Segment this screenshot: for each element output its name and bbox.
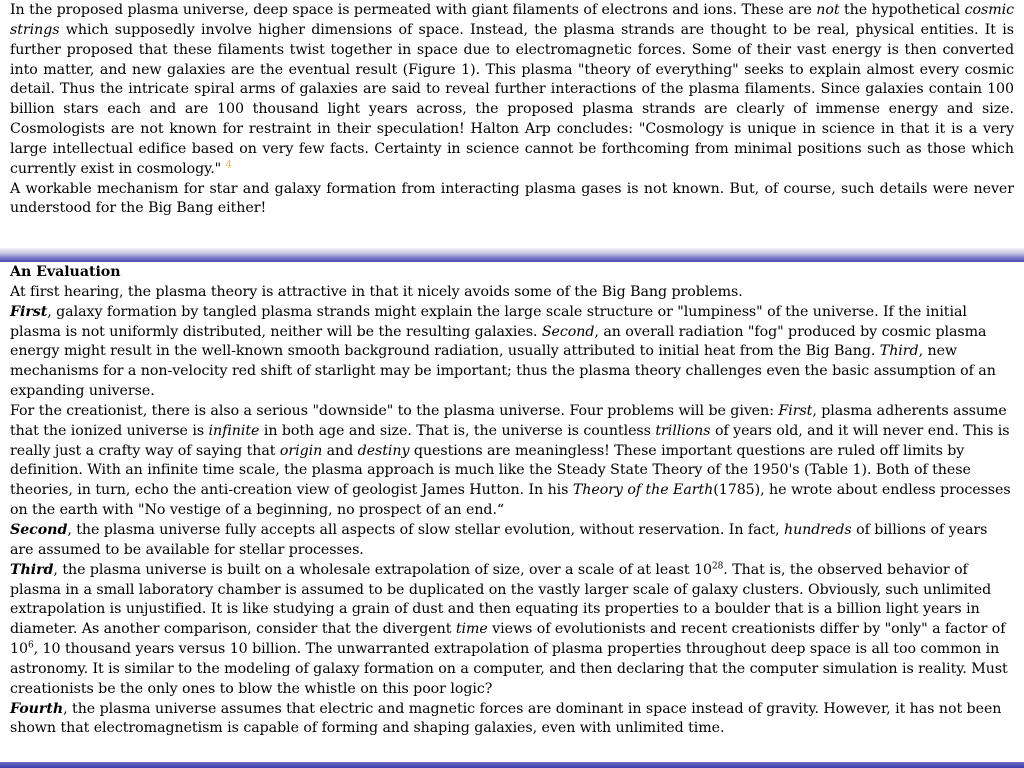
slide-divider [0,248,1024,262]
paragraph-advantages: First, galaxy formation by tangled plasma strands might explain the large scale structure or "lumpiness" of the universe. If the initial plasma is not uniformly distributed, neither will be the resulting galaxies. Second, an overall radiation "fog" produced by cosmic plasma energy might result in the well-known smooth background radiation, usually attributed to initial heat from the Big Bang. Third, new mechanisms for a non-velocity red shift of starlight may be important; thus the plasma theory challenges even the basic assumption of an expanding universe. [10,303,996,400]
reference-marker: 4 [225,159,232,171]
paragraph-creationist-first: For the creationist, there is also a serious "downside" to the plasma universe. Four problems will be given: First, plasma adherents assume that the ionized universe is infinite in both age and size. That is, the universe is countless trillions of years old, and it will never end. This is really just a crafty way of saying that origin and destiny questions are meaningless! These important questions are ruled off limits by definition. With an infinite time scale, the plasma approach is much like the Steady State Theory of the 1950's (Table 1). Both of these theories, in turn, echo the anti-creation view of geologist James Hutton. In his Theory of the Earth(1785), he wrote about endless processes on the earth with "No vestige of a beginning, no prospect of an end.“ [10,402,1011,519]
paragraph-intro: At first hearing, the plasma theory is attractive in that it nicely avoids some of the Big Bang problems. [10,283,743,300]
footer-bar [0,762,1024,768]
slide-top [0,0,1024,248]
slide-bottom [0,262,1024,762]
paragraph-plasma-universe: In the proposed plasma universe, deep space is permeated with giant filaments of electrons and ions. These are not the hypothetical cosmic strings which supposedly involve higher dimensions of space. Instead, the plasma strands are thought to be real, physical entities. It is further proposed that these filaments twist together in space due to electromagnetic forces. Some of their vast energy is then converted into matter, and new galaxies are the eventual result (Figure 1). This plasma "theory of everything" seeks to explain almost every cosmic detail. Thus the intricate spiral arms of galaxies are said to reveal further interactions of the plasma filaments. Since galaxies contain 100 billion stars each and are 100 thousand light years across, the proposed plasma strands are clearly of immense energy and size. Cosmologists are not known for restraint in their speculation! Halton Arp concludes: "Cosmology is unique in science in that it is a very large intellectual edifice based on very few facts. Certainty in science cannot be forthcoming from minimal positions such as those which currently exist in cosmology." $^4$ [10,2,1014,177]
paragraph-second-problem: Second, the plasma universe fully accepts all aspects of slow stellar evolution, without reservation. In fact, hundreds of billions of years are assumed to be available for stellar processes. [10,521,988,558]
section-heading: An Evaluation [10,264,121,280]
paragraph-fourth-problem: Fourth, the plasma universe assumes that electric and magnetic forces are dominant in space instead of gravity. However, it has not been shown that electromagnetism is capable of forming and shaping galaxies, even with unlimited time. [10,700,1002,737]
paragraph-third-problem: Third, the plasma universe is built on a wholesale extrapolation of size, over a scale of at least $10^{28}$. That is, the observed behavior of plasma in a small laboratory chamber is assumed to be duplicated on the vastly larger scale of galaxy clusters. Obviously, such unlimited extrapolation is unjustified. It is like studying a grain of dust and then equating its properties to a boulder that is a billion light years in diameter. As another comparison, consider that the divergent time views of evolutionists and recent creationists differ by "only" a factor of $10^6$, 10 thousand years versus 10 billion. The unwarranted extrapolation of plasma properties throughout deep space is all too common in astronomy. It is similar to the modeling of galaxy formation on a computer, and then declaring that the computer simulation is reality. Must creationists be the only ones to blow the whistle on this poor logic? [10,560,1008,697]
paragraph-workable-mechanism: A workable mechanism for star and galaxy formation from interacting plasma gases is not known. But, of course, such details were never understood for the Big Bang either! [10,180,1014,217]
